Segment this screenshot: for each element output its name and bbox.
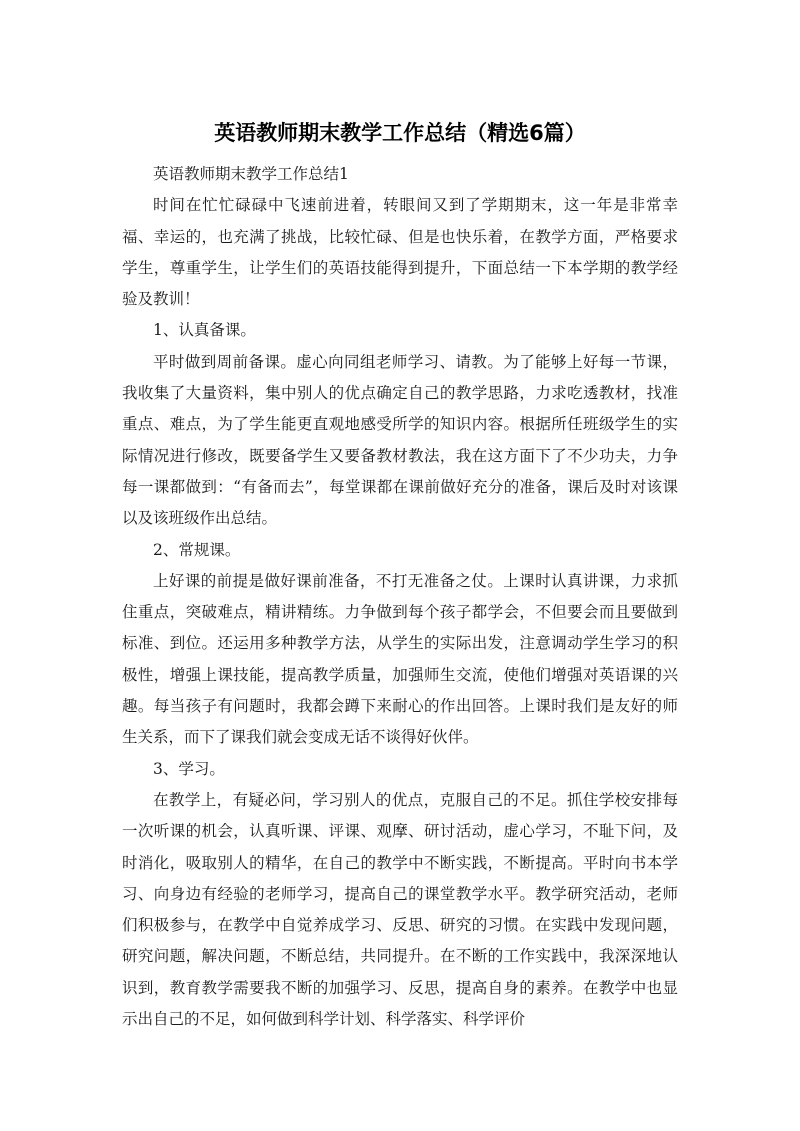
body-paragraph: 上好课的前提是做好课前准备，不打无准备之仗。上课时认真讲课，力求抓住重点，突破难点，精讲精练。力争做到每个孩子都学会，不但要会而且要做到标准、到位。还运用多种教学方法，从学生的实际出发，注意调动学生学习的积极性，增强上课技能，提高教学质量，加强师生交流，使他们增强对英语课的兴趣。每当孩子有问题时，我都会蹲下来耐心的作出回答。上课时我们是友好的师生关系，而下了课我们就会变成无话不谈得好伙伴。	[122, 571, 678, 747]
numbered-heading: 1、认真备课。	[153, 321, 256, 340]
numbered-heading: 2、常规课。	[153, 540, 241, 559]
document-body	[122, 159, 678, 1035]
document-title: 英语教师期末教学工作总结（精选6篇）	[214, 121, 586, 145]
body-paragraph: 时间在忙忙碌碌中飞速前进着，转眼间又到了学期期末，这一年是非常幸福、幸运的，也充满了挑战，比较忙碌、但是也快乐着，在教学方面，严格要求学生，尊重学生，让学生们的英语技能得到提升，下面总结一下本学期的教学经验及教训！	[122, 196, 678, 309]
section-heading: 英语教师期末教学工作总结1	[153, 165, 349, 183]
numbered-heading: 3、学习。	[153, 759, 225, 778]
body-paragraph: 在教学上，有疑必问，学习别人的优点，克服自己的不足。抓住学校安排每一次听课的机会，认真听课、评课、观摩、研讨活动，虚心学习，不耻下问，及时消化，吸取别人的精华，在自己的教学中不断实践，不断提高。平时向书本学习、向身边有经验的老师学习，提高自己的课堂教学水平。教学研究活动，老师们积极参与，在教学中自觉养成学习、反思、研究的习惯。在实践中发现问题，研究问题，解决问题，不断总结，共同提升。在不断的工作实践中，我深深地认识到，教育教学需要我不断的加强学习、反思，提高自身的素养。在教学中也显示出自己的不足，如何做到科学计划、科学落实、科学评价	[122, 790, 678, 1029]
body-paragraph: 平时做到周前备课。虚心向同组老师学习、请教。为了能够上好每一节课，我收集了大量资料，集中别人的优点确定自己的教学思路，力求吃透教材，找准重点、难点，为了学生能更直观地感受所学的知识内容。根据所任班级学生的实际情况进行修改，既要备学生又要备教材教法，我在这方面下了不少功夫，力争每一课都做到：“有备而去”，每堂课都在课前做好充分的准备，课后及时对该课以及该班级作出总结。	[122, 352, 678, 528]
